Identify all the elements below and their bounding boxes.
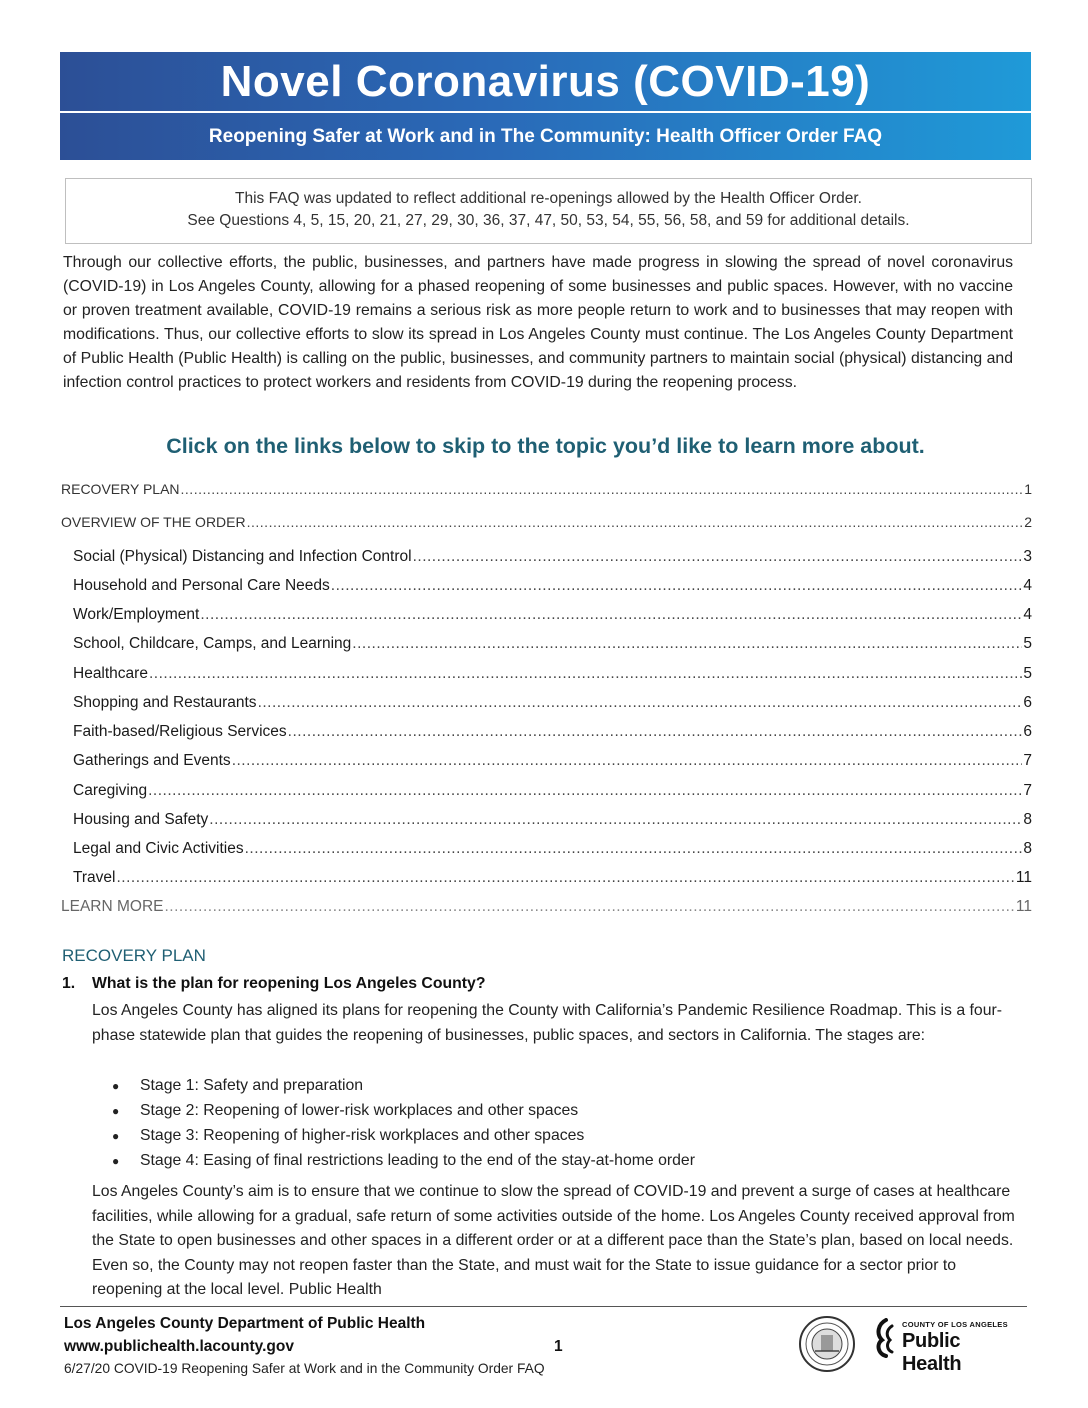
stage-text: Stage 1: Safety and preparation: [140, 1077, 364, 1094]
toc-leader: [331, 577, 1023, 595]
toc-label: Faith-based/Religious Services: [73, 723, 287, 740]
toc-link-caregiving[interactable]: [73, 782, 1032, 800]
toc-link-social-distancing[interactable]: [73, 548, 1032, 566]
stage-text: Stage 3: Reopening of higher-risk workplaces and other spaces: [140, 1127, 585, 1144]
toc-page: 4: [1023, 606, 1032, 623]
footer-divider: [60, 1306, 1027, 1307]
toc-link-household[interactable]: [73, 577, 1032, 595]
toc-leader: [352, 635, 1022, 653]
document-subtitle: Reopening Safer at Work and in The Community: Health Officer Order FAQ: [60, 113, 1031, 160]
bullet-icon: ●: [112, 1104, 120, 1118]
list-item: [112, 1124, 695, 1149]
toc-link-gatherings[interactable]: [73, 752, 1032, 770]
toc-page: 3: [1023, 548, 1032, 565]
toc-leader: [181, 481, 1024, 497]
toc-link-legal[interactable]: [73, 840, 1032, 858]
toc-leader: [209, 811, 1022, 829]
toc-leader: [232, 752, 1023, 770]
footer-website-link[interactable]: www.publichealth.lacounty.gov: [64, 1338, 294, 1355]
toc-instructions: Click on the links below to skip to the topic you’d like to learn more about.: [166, 434, 925, 458]
toc-leader: [247, 514, 1024, 530]
toc-leader: [149, 665, 1022, 683]
toc-page: 7: [1023, 752, 1032, 769]
public-health-logo: [872, 1318, 1022, 1375]
toc-page: 6: [1023, 723, 1032, 740]
page-number: 1: [554, 1338, 563, 1355]
answer-intro: Los Angeles County has aligned its plans for reopening the County with California’s Pandemic Resilience Roadmap. This is a four-phase statewide plan that guides the reopening of businesses, public spaces, and sectors in California. The stages are:: [92, 1002, 1002, 1044]
update-notice-line-2: See Questions 4, 5, 15, 20, 21, 27, 29, 30, 36, 37, 47, 50, 53, 54, 55, 56, 58, and 59 for additional details.: [187, 212, 910, 229]
toc-page: 11: [1015, 898, 1032, 915]
answer-continued: Los Angeles County’s aim is to ensure that we continue to slow the spread of COVID-19 and prevent a surge of cases at healthcare facilities, while allowing for a gradual, safe return of some activities outside of the home. Los Angeles County received approval from the State to open businesses and other spaces in a different order or at a different pace than the State’s plan, based on local needs. Even so, the County may not reopen faster than the State, and must wait for the State to issue guidance for a sector prior to reopening at the local level. Public Health: [92, 1183, 1015, 1299]
toc-label: Social (Physical) Distancing and Infection Control: [73, 548, 412, 565]
toc-leader: [165, 898, 1015, 916]
toc-leader: [148, 782, 1022, 800]
toc-page: 2: [1024, 514, 1032, 530]
toc-page: 8: [1023, 840, 1032, 857]
update-notice-line-1: This FAQ was updated to reflect additional re-openings allowed by the Health Officer Order.: [235, 190, 862, 207]
footer-date-line: 6/27/20 COVID-19 Reopening Safer at Work and in the Community Order FAQ: [64, 1361, 545, 1376]
toc-label: Household and Personal Care Needs: [73, 577, 330, 594]
bullet-icon: ●: [112, 1154, 120, 1168]
toc-label: OVERVIEW OF THE ORDER: [61, 514, 246, 530]
toc-link-recovery-plan[interactable]: [61, 481, 1032, 497]
toc-link-travel[interactable]: [73, 869, 1032, 887]
stage-list: [112, 1074, 695, 1174]
footer-organization: Los Angeles County Department of Public Health: [64, 1315, 426, 1332]
bullet-icon: ●: [112, 1129, 120, 1143]
toc-leader: [200, 606, 1022, 624]
list-item: [112, 1074, 695, 1099]
toc-page: 1: [1024, 481, 1032, 497]
public-health-mark-icon: [872, 1318, 898, 1358]
toc-link-work[interactable]: [73, 606, 1032, 624]
county-seal-icon: [798, 1315, 856, 1373]
stage-text: Stage 2: Reopening of lower-risk workplaces and other spaces: [140, 1102, 579, 1119]
toc-page: 8: [1023, 811, 1032, 828]
toc-label: School, Childcare, Camps, and Learning: [73, 635, 352, 652]
toc-page: 6: [1023, 694, 1032, 711]
document-title: Novel Coronavirus (COVID-19): [60, 52, 1031, 111]
toc-link-shopping[interactable]: [73, 694, 1032, 712]
toc-label: Gatherings and Events: [73, 752, 231, 769]
bullet-icon: ●: [112, 1079, 120, 1093]
toc-link-school[interactable]: [73, 635, 1032, 653]
toc-link-overview[interactable]: [61, 514, 1032, 530]
intro-paragraph: Through our collective efforts, the public, businesses, and partners have made progress in slowing the spread of novel coronavirus (COVID-19) in Los Angeles County, allowing for a phased reopening of some businesses and public spaces. However, with no vaccine or proven treatment available, COVID-19 remains a serious risk as more people return to work and to businesses that may reopen with modifications. Thus, our collective efforts to slow its spread in Los Angeles County must continue. The Los Angeles County Department of Public Health (Public Health) is calling on the public, businesses, and community partners to maintain social (physical) distancing and infection control practices to protect workers and residents from COVID-19 during the reopening process.: [63, 254, 1013, 392]
toc-page: 11: [1015, 869, 1032, 886]
list-item: [112, 1099, 695, 1124]
update-notice: [65, 178, 1032, 244]
toc-label: Work/Employment: [73, 606, 200, 623]
toc-link-faith[interactable]: [73, 723, 1032, 741]
toc-page: 4: [1023, 577, 1032, 594]
toc-label: Shopping and Restaurants: [73, 694, 257, 711]
toc-label: Travel: [73, 869, 116, 886]
toc-page: 7: [1023, 782, 1032, 799]
question-text: What is the plan for reopening Los Angeles County?: [92, 975, 486, 992]
logo-public-health-text: Public Health: [902, 1330, 962, 1375]
toc-label: Legal and Civic Activities: [73, 840, 244, 857]
toc-label: Housing and Safety: [73, 811, 209, 828]
toc-link-learn-more[interactable]: [61, 898, 1032, 916]
toc-leader: [288, 723, 1023, 741]
section-heading-recovery-plan: RECOVERY PLAN: [62, 946, 206, 965]
logo-county-text: COUNTY OF LOS ANGELES: [902, 1320, 1008, 1329]
question-number: 1.: [62, 975, 76, 992]
faq-question-1: [62, 975, 485, 993]
toc-leader: [117, 869, 1015, 887]
list-item: [112, 1149, 695, 1174]
toc-page: 5: [1023, 665, 1032, 682]
toc-label: RECOVERY PLAN: [61, 481, 180, 497]
toc-label: LEARN MORE: [61, 898, 164, 915]
toc-leader: [258, 694, 1023, 712]
toc-page: 5: [1023, 635, 1032, 652]
toc-label: Healthcare: [73, 665, 148, 682]
toc-leader: [245, 840, 1023, 858]
toc-link-healthcare[interactable]: [73, 665, 1032, 683]
toc-link-housing[interactable]: [73, 811, 1032, 829]
toc-label: Caregiving: [73, 782, 148, 799]
toc-leader: [413, 548, 1023, 566]
stage-text: Stage 4: Easing of final restrictions leading to the end of the stay-at-home order: [140, 1152, 695, 1169]
